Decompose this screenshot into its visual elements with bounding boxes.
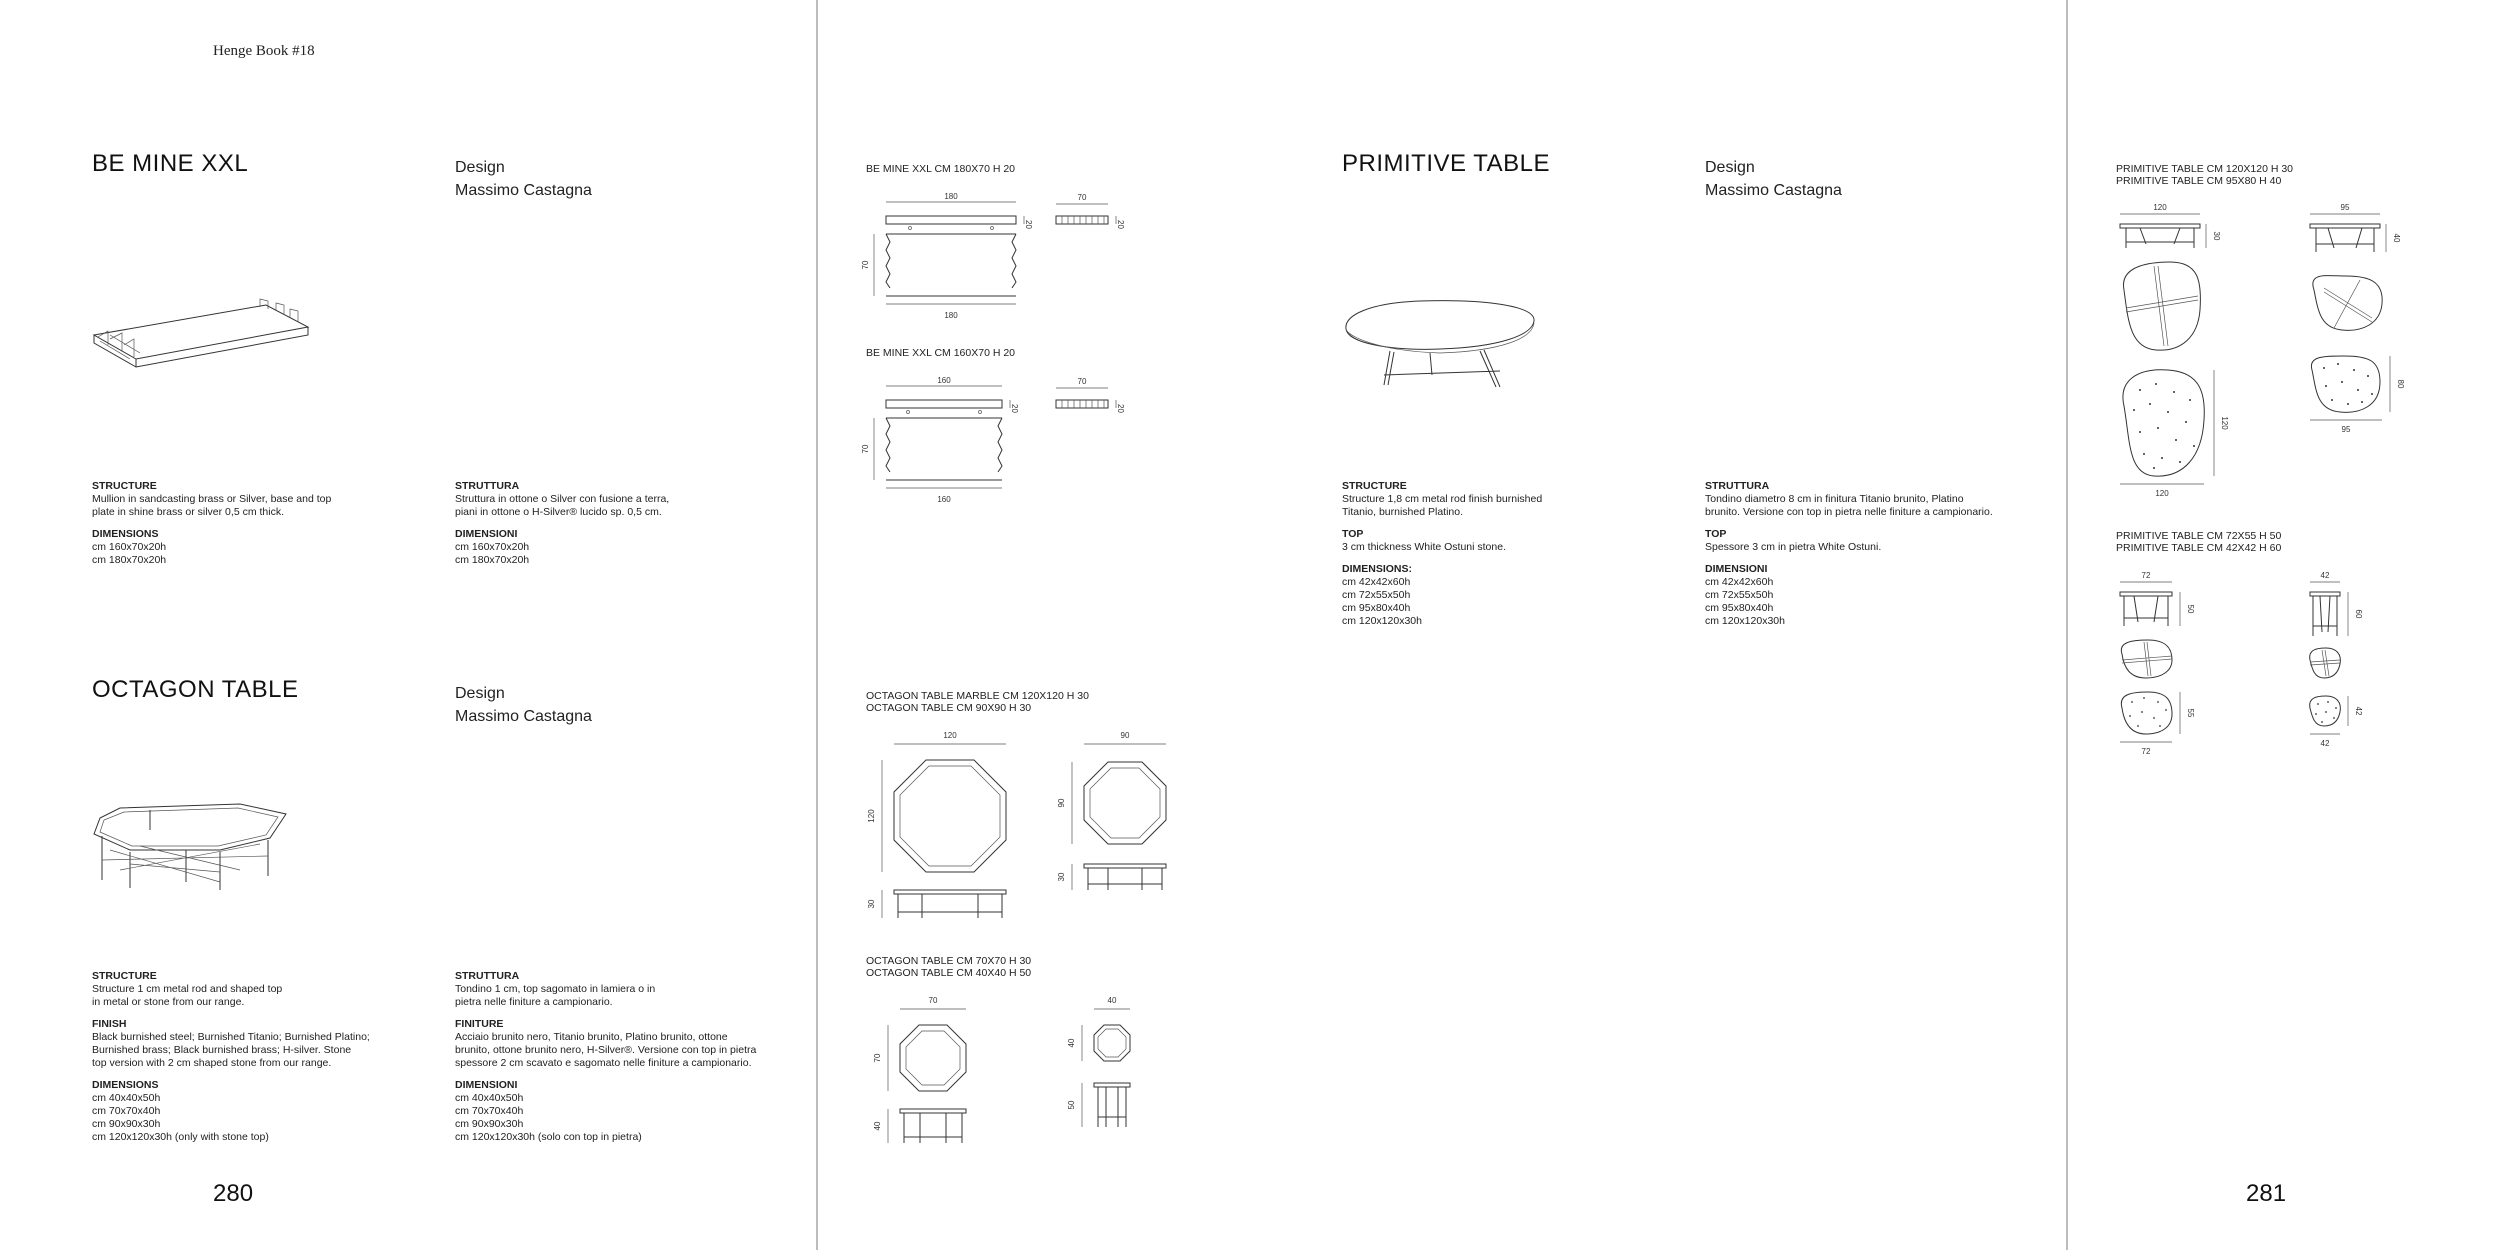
dim-label: 40	[2392, 233, 2401, 243]
dim-label: 42	[2354, 706, 2363, 716]
dim-label: 70	[1077, 377, 1087, 386]
page-divider-right	[2066, 0, 2068, 1250]
dim-label: 180	[944, 192, 958, 201]
spec-line: top version with 2 cm shaped stone from our range.	[92, 1057, 332, 1069]
be-mine-160-drawing	[860, 374, 1150, 509]
drawing-label-line: OCTAGON TABLE CM 90X90 H 30	[866, 702, 1032, 714]
dimension-line: cm 160x70x20h	[455, 541, 530, 553]
dim-label: 70	[873, 1053, 882, 1063]
dim-label: 20	[1116, 220, 1125, 229]
dim-label: 120	[2155, 489, 2169, 498]
structure-heading: STRUCTURE	[92, 480, 157, 492]
dim-label: 120	[2153, 203, 2167, 212]
be-mine-illustration	[90, 295, 320, 380]
drawing-label-octagon-1	[866, 690, 1089, 714]
dim-label: 120	[867, 809, 876, 823]
structure-heading: STRUCTURE	[92, 970, 157, 982]
spec-line: 3 cm thickness White Ostuni stone.	[1342, 541, 1506, 553]
primitive-illustration	[1340, 295, 1540, 395]
dimension-line: cm 70x70x40h	[455, 1105, 524, 1117]
product-title-octagon: OCTAGON TABLE	[92, 676, 299, 703]
designer-name: Massimo Castagna	[455, 708, 592, 725]
designer-name: Massimo Castagna	[1705, 182, 1842, 199]
finiture-heading: FINITURE	[455, 1018, 504, 1030]
dimension-line: cm 72x55x50h	[1705, 589, 1774, 601]
dim-label: 20	[1116, 404, 1125, 413]
spec-line: plate in shine brass or silver 0,5 cm thick.	[92, 506, 284, 518]
drawing-label-line: OCTAGON TABLE CM 70X70 H 30	[866, 955, 1032, 967]
dim-label: 80	[2396, 379, 2405, 389]
dim-label: 70	[928, 996, 938, 1005]
spec-line: spessore 2 cm scavato e sagomato nelle finiture a campionario.	[455, 1057, 752, 1069]
dim-label: 40	[873, 1121, 882, 1131]
spec-line: piani in ottone o H-Silver® lucido sp. 0,5 cm.	[455, 506, 662, 518]
spec-line: Structure 1,8 cm metal rod finish burnished	[1342, 493, 1543, 505]
dimensioni-heading: DIMENSIONI	[455, 1079, 518, 1091]
spec-line: Structure 1 cm metal rod and shaped top	[92, 983, 283, 995]
dimension-line: cm 72x55x50h	[1342, 589, 1411, 601]
dim-label: 20	[1024, 220, 1033, 229]
octagon-70-40-drawing	[860, 993, 1160, 1148]
dimension-line: cm 180x70x20h	[455, 554, 530, 566]
design-label: Design	[455, 685, 505, 702]
dimension-line: cm 70x70x40h	[92, 1105, 161, 1117]
dimension-line: cm 42x42x60h	[1705, 576, 1774, 588]
designer-block-be-mine	[455, 156, 592, 202]
book-title: Henge Book #18	[213, 43, 315, 59]
spec-line: Titanio, burnished Platino.	[1342, 506, 1464, 518]
struttura-heading: STRUTTURA	[1705, 480, 1770, 492]
dimension-line: cm 120x120x30h	[1705, 615, 1785, 627]
dimension-line: cm 40x40x50h	[455, 1092, 524, 1104]
dim-label: 90	[1057, 798, 1066, 808]
spec-line: pietra nelle finiture a campionario.	[455, 996, 613, 1008]
drawing-label-be-mine-160: BE MINE XXL CM 160X70 H 20	[866, 347, 1016, 359]
be-mine-180-drawing	[860, 190, 1150, 325]
dim-label: 55	[2186, 708, 2195, 718]
dim-label: 160	[937, 495, 951, 504]
dimension-line: cm 90x90x30h	[455, 1118, 524, 1130]
dim-label: 50	[1067, 1100, 1076, 1110]
designer-block-primitive	[1705, 156, 1842, 202]
dim-label: 70	[861, 444, 870, 454]
dim-label: 160	[937, 376, 951, 385]
dim-label: 72	[2141, 571, 2151, 580]
structure-heading: STRUCTURE	[1342, 480, 1407, 492]
dim-label: 180	[944, 311, 958, 320]
spec-line: Struttura in ottone o Silver con fusione a terra,	[455, 493, 670, 505]
product-title-primitive: PRIMITIVE TABLE	[1342, 150, 1550, 177]
drawing-label-octagon-2	[866, 955, 1031, 979]
dimension-line: cm 180x70x20h	[92, 554, 167, 566]
dim-label: 30	[2212, 231, 2221, 241]
drawing-label-line: PRIMITIVE TABLE CM 95X80 H 40	[2116, 175, 2282, 187]
spec-line: Tondino 1 cm, top sagomato in lamiera o in	[455, 983, 656, 995]
dimension-line: cm 40x40x50h	[92, 1092, 161, 1104]
spec-line: in metal or stone from our range.	[92, 996, 245, 1008]
dim-label: 50	[2186, 604, 2195, 614]
dimensions-heading: DIMENSIONS	[92, 1079, 159, 1091]
octagon-spec-it	[455, 970, 756, 1144]
dimension-line: cm 90x90x30h	[92, 1118, 161, 1130]
dimensions-heading: DIMENSIONS:	[1342, 563, 1413, 575]
dim-label: 30	[1057, 872, 1066, 882]
dimensioni-heading: DIMENSIONI	[1705, 563, 1768, 575]
dim-label: 42	[2320, 571, 2330, 580]
dim-label: 120	[943, 731, 957, 740]
dimension-line: cm 95x80x40h	[1705, 602, 1774, 614]
page-number-left: 280	[213, 1180, 254, 1207]
stone-texture	[2129, 697, 2167, 727]
designer-name: Massimo Castagna	[455, 182, 592, 199]
top-heading: TOP	[1705, 528, 1727, 540]
stone-texture	[2315, 701, 2337, 723]
page-divider-left	[816, 0, 818, 1250]
drawing-label-line: PRIMITIVE TABLE CM 42X42 H 60	[2116, 542, 2282, 554]
dimension-line: cm 120x120x30h (only with stone top)	[92, 1131, 269, 1143]
primitive-spec-it	[1705, 480, 1993, 628]
dimension-line: cm 120x120x30h (solo con top in pietra)	[455, 1131, 642, 1143]
spec-line: Spessore 3 cm in pietra White Ostuni.	[1705, 541, 1882, 553]
octagon-120-90-drawing	[860, 728, 1180, 923]
dimensioni-heading: DIMENSIONI	[455, 528, 518, 540]
primitive-spec-en	[1342, 480, 1542, 628]
dim-label: 30	[867, 899, 876, 909]
be-mine-spec-en	[92, 480, 331, 567]
stone-texture	[2133, 383, 2195, 469]
design-label: Design	[1705, 159, 1755, 176]
dim-label: 72	[2141, 747, 2151, 756]
dim-label: 70	[1077, 193, 1087, 202]
finish-heading: FINISH	[92, 1018, 127, 1030]
dimension-line: cm 160x70x20h	[92, 541, 167, 553]
octagon-illustration	[90, 800, 295, 895]
dim-label: 40	[1067, 1038, 1076, 1048]
stone-texture	[2323, 363, 2373, 405]
product-title-be-mine: BE MINE XXL	[92, 150, 249, 177]
dim-label: 95	[2341, 425, 2351, 434]
spec-line: Acciaio brunito nero, Titanio brunito, Platino brunito, ottone	[455, 1031, 728, 1043]
dim-label: 95	[2340, 203, 2350, 212]
dim-label: 42	[2320, 739, 2330, 748]
dim-label: 120	[2220, 416, 2229, 430]
dim-label: 60	[2354, 609, 2363, 619]
dim-label: 40	[1107, 996, 1117, 1005]
drawing-label-line: PRIMITIVE TABLE CM 72X55 H 50	[2116, 530, 2282, 542]
spec-line: Burnished brass; Black burnished brass; H-silver. Stone	[92, 1044, 352, 1056]
drawing-label-line: PRIMITIVE TABLE CM 120X120 H 30	[2116, 163, 2294, 175]
be-mine-spec-it	[455, 480, 669, 567]
struttura-heading: STRUTTURA	[455, 970, 520, 982]
dimension-line: cm 95x80x40h	[1342, 602, 1411, 614]
spec-line: Tondino diametro 8 cm in finitura Titanio brunito, Platino	[1705, 493, 1964, 505]
dimension-line: cm 42x42x60h	[1342, 576, 1411, 588]
dim-label: 20	[1010, 404, 1019, 413]
dimension-line: cm 120x120x30h	[1342, 615, 1422, 627]
primitive-72-42-drawing	[2110, 568, 2410, 768]
spec-line: Black burnished steel; Burnished Titanio; Burnished Platino;	[92, 1031, 370, 1043]
drawing-label-be-mine-180: BE MINE XXL CM 180X70 H 20	[866, 163, 1016, 175]
dimensions-heading: DIMENSIONS	[92, 528, 159, 540]
drawing-label-primitive-1	[2116, 163, 2293, 187]
design-label: Design	[455, 159, 505, 176]
dim-label: 70	[861, 260, 870, 270]
drawing-label-line: OCTAGON TABLE MARBLE CM 120X120 H 30	[866, 690, 1089, 702]
spec-line: brunito. Versione con top in pietra nelle finiture a campionario.	[1705, 506, 1993, 518]
spec-line: brunito, ottone brunito nero, H-Silver®. Versione con top in pietra	[455, 1044, 757, 1056]
page-number-right: 281	[2246, 1180, 2287, 1207]
primitive-120-95-drawing	[2110, 200, 2410, 500]
struttura-heading: STRUTTURA	[455, 480, 520, 492]
spec-line: Mullion in sandcasting brass or Silver, base and top	[92, 493, 332, 505]
top-heading: TOP	[1342, 528, 1364, 540]
drawing-label-primitive-2	[2116, 530, 2281, 554]
octagon-spec-en	[92, 970, 370, 1144]
dim-label: 90	[1120, 731, 1130, 740]
drawing-label-line: OCTAGON TABLE CM 40X40 H 50	[866, 967, 1032, 979]
designer-block-octagon	[455, 682, 592, 728]
